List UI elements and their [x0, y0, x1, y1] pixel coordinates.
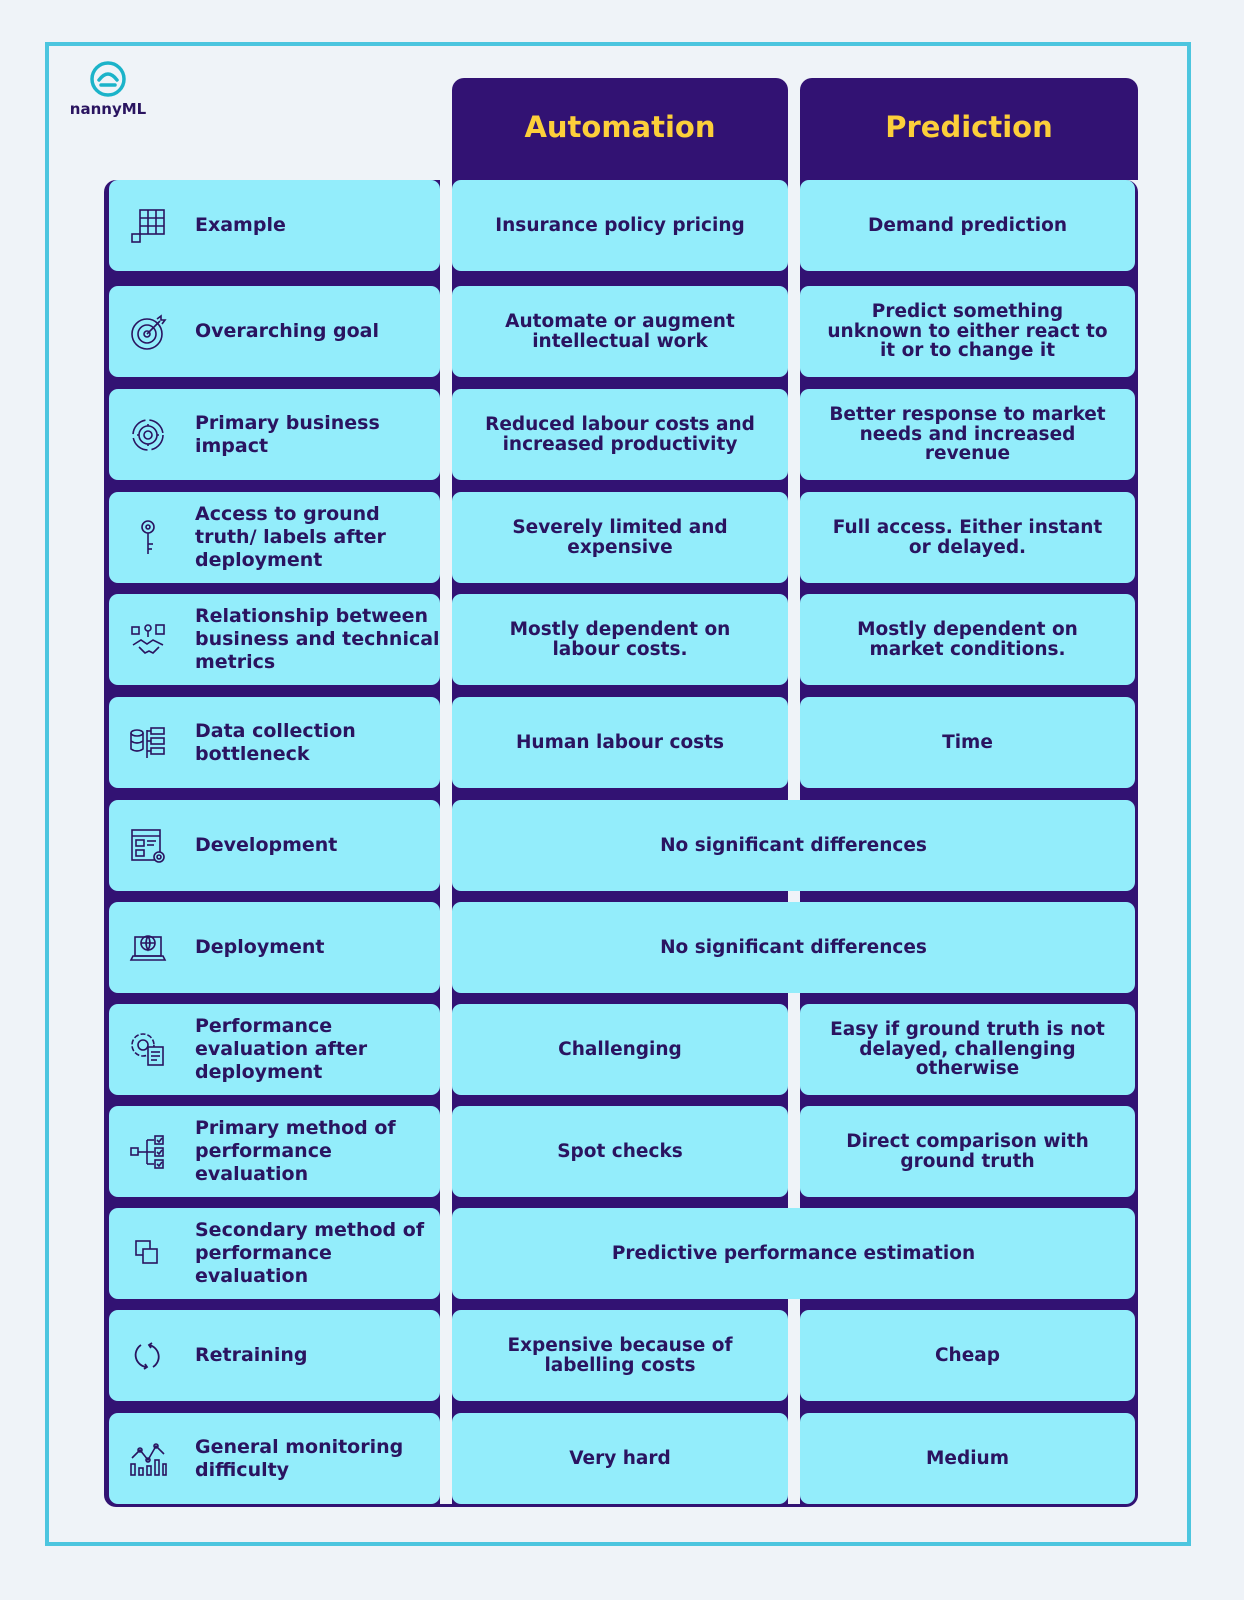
row-label-cell	[109, 1208, 440, 1299]
row-label-cell	[109, 800, 440, 891]
automation-value-cell: Spot checks	[452, 1106, 788, 1197]
automation-value-cell: Challenging	[452, 1004, 788, 1095]
refresh-icon	[127, 1335, 169, 1377]
prediction-value-cell: Medium	[800, 1413, 1135, 1504]
column-divider	[440, 180, 452, 1504]
row-label: Overarching goal	[195, 320, 380, 342]
row-label: Primary method of performance evaluation	[195, 1117, 396, 1185]
automation-value-cell: Severely limited and expensive	[452, 492, 788, 583]
row-label: Primary business impact	[195, 411, 380, 457]
automation-value-cell: Reduced labour costs and increased productivity	[452, 389, 788, 480]
grid-icon	[127, 205, 169, 247]
row-label: Data collection bottleneck	[195, 719, 356, 765]
logo	[68, 60, 148, 118]
automation-value-cell: Expensive because of labelling costs	[452, 1310, 788, 1401]
logo-icon	[89, 60, 127, 98]
row-label: Deployment	[195, 936, 325, 958]
copy-icon	[127, 1233, 169, 1275]
line-chart-icon	[127, 1438, 169, 1480]
column-header-prediction: Prediction	[800, 78, 1138, 180]
key-icon	[127, 517, 169, 559]
automation-value-cell: Mostly dependent on labour costs.	[452, 594, 788, 685]
row-label-cell	[109, 902, 440, 993]
gear-cycle-icon	[127, 414, 169, 456]
prediction-value-cell: Time	[800, 697, 1135, 788]
target-icon	[127, 311, 169, 353]
shared-value-cell: No significant differences	[452, 800, 1135, 891]
laptop-globe-icon	[127, 927, 169, 969]
row-label-cell	[109, 492, 440, 583]
row-label-cell	[109, 180, 440, 271]
dashboard-gear-icon	[127, 825, 169, 867]
row-label: General monitoring difficulty	[195, 1435, 404, 1481]
database-icon	[127, 722, 169, 764]
row-label: Retraining	[195, 1344, 308, 1366]
prediction-value-cell: Cheap	[800, 1310, 1135, 1401]
row-label-cell	[109, 1310, 440, 1401]
row-label-cell	[109, 389, 440, 480]
column-header-automation: Automation	[452, 78, 788, 180]
row-label: Access to ground truth/ labels after deployment	[195, 503, 386, 571]
prediction-value-cell: Better response to market needs and increased revenue	[800, 389, 1135, 480]
prediction-value-cell: Direct comparison with ground truth	[800, 1106, 1135, 1197]
checklist-tree-icon	[127, 1131, 169, 1173]
prediction-value-cell: Mostly dependent on market conditions.	[800, 594, 1135, 685]
row-label-cell	[109, 1106, 440, 1197]
row-label-cell	[109, 1004, 440, 1095]
automation-value-cell: Automate or augment intellectual work	[452, 286, 788, 377]
gear-document-icon	[127, 1029, 169, 1071]
handshake-icon	[127, 619, 169, 661]
shared-value-cell: No significant differences	[452, 902, 1135, 993]
row-label: Performance evaluation after deployment	[195, 1015, 368, 1083]
prediction-value-cell: Full access. Either instant or delayed.	[800, 492, 1135, 583]
automation-value-cell: Human labour costs	[452, 697, 788, 788]
row-label-cell	[109, 286, 440, 377]
automation-value-cell: Very hard	[452, 1413, 788, 1504]
row-label: Example	[195, 214, 286, 236]
logo-text: nannyML	[69, 100, 147, 118]
shared-value-cell: Predictive performance estimation	[452, 1208, 1135, 1299]
prediction-value-cell: Easy if ground truth is not delayed, challenging otherwise	[800, 1004, 1135, 1095]
row-label-cell	[109, 697, 440, 788]
prediction-value-cell: Demand prediction	[800, 180, 1135, 271]
row-label: Relationship between business and technical metrics	[195, 605, 440, 673]
row-label: Secondary method of performance evaluation	[195, 1219, 425, 1287]
row-label: Development	[195, 834, 338, 856]
automation-value-cell: Insurance policy pricing	[452, 180, 788, 271]
prediction-value-cell: Predict something unknown to either react to it or to change it	[800, 286, 1135, 377]
row-label-cell	[109, 1413, 440, 1504]
row-label-cell	[109, 594, 440, 685]
